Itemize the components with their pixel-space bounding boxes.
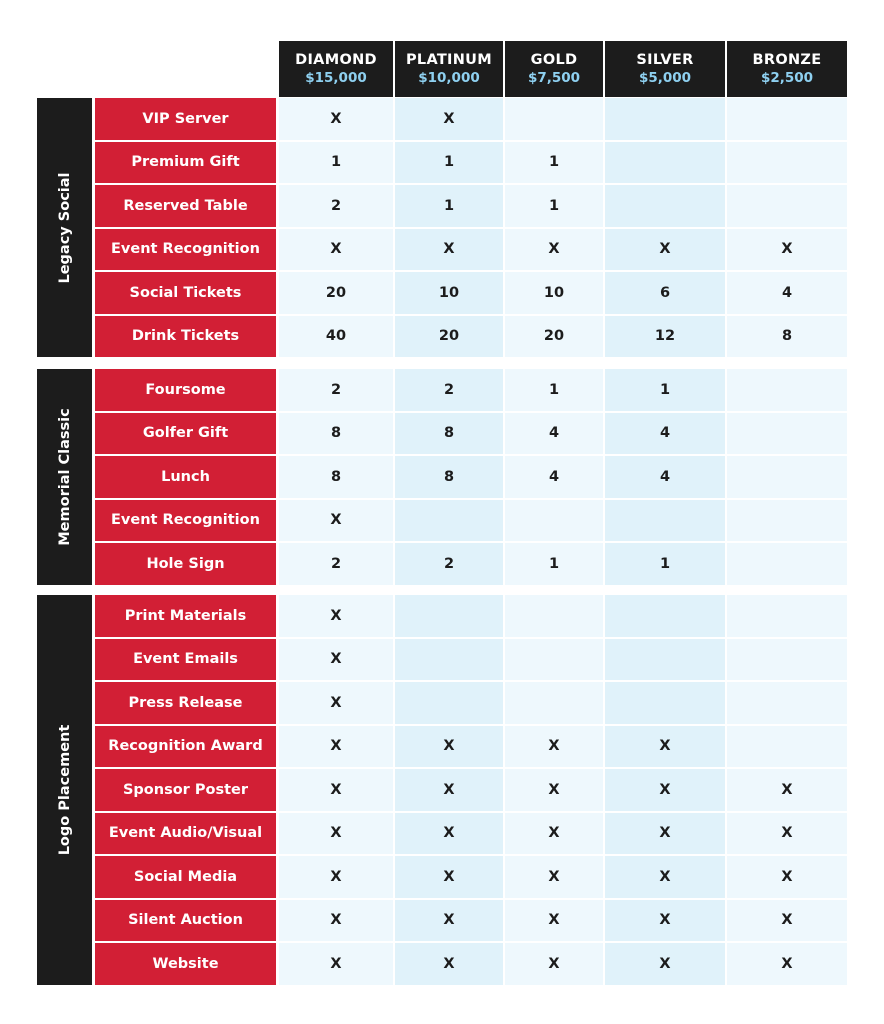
table-cell: X <box>727 813 847 855</box>
table-cell <box>605 639 725 681</box>
table-cell: X <box>395 229 503 271</box>
tier-price: $5,000 <box>638 70 692 86</box>
table-cell: X <box>727 856 847 898</box>
table-cell: 10 <box>505 272 603 314</box>
row-label-social-tickets: Social Tickets <box>95 272 276 314</box>
tier-name: BRONZE <box>752 52 822 68</box>
table-cell <box>727 595 847 637</box>
row-label-press-release: Press Release <box>95 682 276 724</box>
table-cell <box>605 682 725 724</box>
section-label-memorial-classic <box>37 369 92 585</box>
table-cell: 1 <box>505 185 603 227</box>
row-label-social-media: Social Media <box>95 856 276 898</box>
table-cell: 20 <box>395 316 503 358</box>
row-label-event-audio-visual: Event Audio/Visual <box>95 813 276 855</box>
table-cell: 12 <box>605 316 725 358</box>
table-cell <box>727 98 847 140</box>
table-cell <box>727 682 847 724</box>
table-cell: X <box>727 229 847 271</box>
table-cell: 2 <box>395 543 503 585</box>
table-cell <box>727 543 847 585</box>
table-cell <box>727 639 847 681</box>
table-cell: X <box>279 500 393 542</box>
section-label-legacy-social <box>37 98 92 357</box>
table-cell <box>727 369 847 411</box>
row-label-drink-tickets: Drink Tickets <box>95 316 276 358</box>
table-cell <box>727 142 847 184</box>
table-cell: 4 <box>505 413 603 455</box>
table-cell <box>505 500 603 542</box>
table-cell: X <box>605 813 725 855</box>
table-cell <box>727 413 847 455</box>
table-cell: 1 <box>279 142 393 184</box>
row-label-golfer-gift: Golfer Gift <box>95 413 276 455</box>
table-cell: 20 <box>279 272 393 314</box>
table-cell: X <box>505 943 603 985</box>
table-cell <box>605 98 725 140</box>
table-cell: X <box>605 769 725 811</box>
section-label-logo-placement <box>37 595 92 985</box>
table-cell <box>727 185 847 227</box>
row-label-reserved-table: Reserved Table <box>95 185 276 227</box>
table-cell: X <box>605 856 725 898</box>
table-cell <box>605 142 725 184</box>
table-cell: X <box>605 943 725 985</box>
table-cell: X <box>505 229 603 271</box>
row-label-event-recognition: Event Recognition <box>95 500 276 542</box>
row-label-foursome: Foursome <box>95 369 276 411</box>
table-cell: 8 <box>395 413 503 455</box>
table-cell <box>605 595 725 637</box>
table-cell: X <box>395 813 503 855</box>
table-cell: X <box>505 856 603 898</box>
table-cell <box>395 639 503 681</box>
section-title: Legacy Social <box>56 171 73 284</box>
tier-price: $15,000 <box>305 70 367 86</box>
table-cell: X <box>727 769 847 811</box>
table-cell: X <box>395 726 503 768</box>
table-cell: X <box>727 900 847 942</box>
table-cell: 2 <box>395 369 503 411</box>
table-cell: X <box>505 813 603 855</box>
table-cell <box>605 500 725 542</box>
row-label-website: Website <box>95 943 276 985</box>
table-cell: 8 <box>395 456 503 498</box>
tier-price: $10,000 <box>418 70 480 86</box>
tier-header-platinum <box>395 41 503 97</box>
table-cell: X <box>279 682 393 724</box>
tier-price: $7,500 <box>527 70 581 86</box>
row-label-event-emails: Event Emails <box>95 639 276 681</box>
table-cell: 1 <box>505 142 603 184</box>
table-cell: X <box>505 769 603 811</box>
table-cell: X <box>279 229 393 271</box>
table-cell <box>727 500 847 542</box>
table-cell: 2 <box>279 369 393 411</box>
table-cell: X <box>395 769 503 811</box>
table-cell: X <box>395 943 503 985</box>
table-cell: X <box>279 813 393 855</box>
table-cell: X <box>279 943 393 985</box>
table-cell: 10 <box>395 272 503 314</box>
section-title: Memorial Classic <box>56 408 73 546</box>
table-cell: 1 <box>505 369 603 411</box>
row-label-hole-sign: Hole Sign <box>95 543 276 585</box>
table-cell: X <box>395 900 503 942</box>
table-cell: 6 <box>605 272 725 314</box>
table-cell: 1 <box>395 185 503 227</box>
table-cell: X <box>279 769 393 811</box>
row-label-sponsor-poster: Sponsor Poster <box>95 769 276 811</box>
table-cell: 8 <box>727 316 847 358</box>
tier-name: DIAMOND <box>295 52 377 68</box>
table-cell <box>505 639 603 681</box>
table-cell: 1 <box>605 369 725 411</box>
table-cell: X <box>279 98 393 140</box>
table-cell <box>505 682 603 724</box>
table-cell: 20 <box>505 316 603 358</box>
table-cell <box>505 595 603 637</box>
table-cell: 2 <box>279 543 393 585</box>
table-cell: 8 <box>279 413 393 455</box>
table-cell: 1 <box>395 142 503 184</box>
table-cell: X <box>605 900 725 942</box>
table-cell: X <box>279 726 393 768</box>
table-cell: 4 <box>727 272 847 314</box>
table-cell: X <box>505 726 603 768</box>
tier-name: SILVER <box>636 52 694 68</box>
table-cell: X <box>605 726 725 768</box>
table-cell: X <box>505 900 603 942</box>
table-cell: X <box>279 856 393 898</box>
table-cell: 4 <box>605 456 725 498</box>
table-cell <box>505 98 603 140</box>
tier-name: GOLD <box>530 52 578 68</box>
table-cell: X <box>395 98 503 140</box>
table-cell: 40 <box>279 316 393 358</box>
tier-header-gold <box>505 41 603 97</box>
row-label-lunch: Lunch <box>95 456 276 498</box>
table-cell: 4 <box>605 413 725 455</box>
tier-header-silver <box>605 41 725 97</box>
table-cell: 8 <box>279 456 393 498</box>
tier-name: PLATINUM <box>406 52 492 68</box>
table-cell: 1 <box>605 543 725 585</box>
table-cell: X <box>395 856 503 898</box>
row-label-silent-auction: Silent Auction <box>95 900 276 942</box>
section-title: Logo Placement <box>56 724 73 856</box>
row-label-event-recognition: Event Recognition <box>95 229 276 271</box>
table-cell: 2 <box>279 185 393 227</box>
table-cell: X <box>279 595 393 637</box>
table-cell: 1 <box>505 543 603 585</box>
row-label-vip-server: VIP Server <box>95 98 276 140</box>
table-cell: X <box>605 229 725 271</box>
table-cell: X <box>279 639 393 681</box>
table-cell <box>395 682 503 724</box>
table-cell <box>605 185 725 227</box>
table-cell <box>395 500 503 542</box>
table-cell: X <box>727 943 847 985</box>
tier-price: $2,500 <box>760 70 814 86</box>
table-cell <box>395 595 503 637</box>
tier-header-diamond <box>279 41 393 97</box>
row-label-print-materials: Print Materials <box>95 595 276 637</box>
row-label-premium-gift: Premium Gift <box>95 142 276 184</box>
tier-header-bronze <box>727 41 847 97</box>
table-cell <box>727 456 847 498</box>
table-cell: X <box>279 900 393 942</box>
row-label-recognition-award: Recognition Award <box>95 726 276 768</box>
table-cell <box>727 726 847 768</box>
table-cell: 4 <box>505 456 603 498</box>
